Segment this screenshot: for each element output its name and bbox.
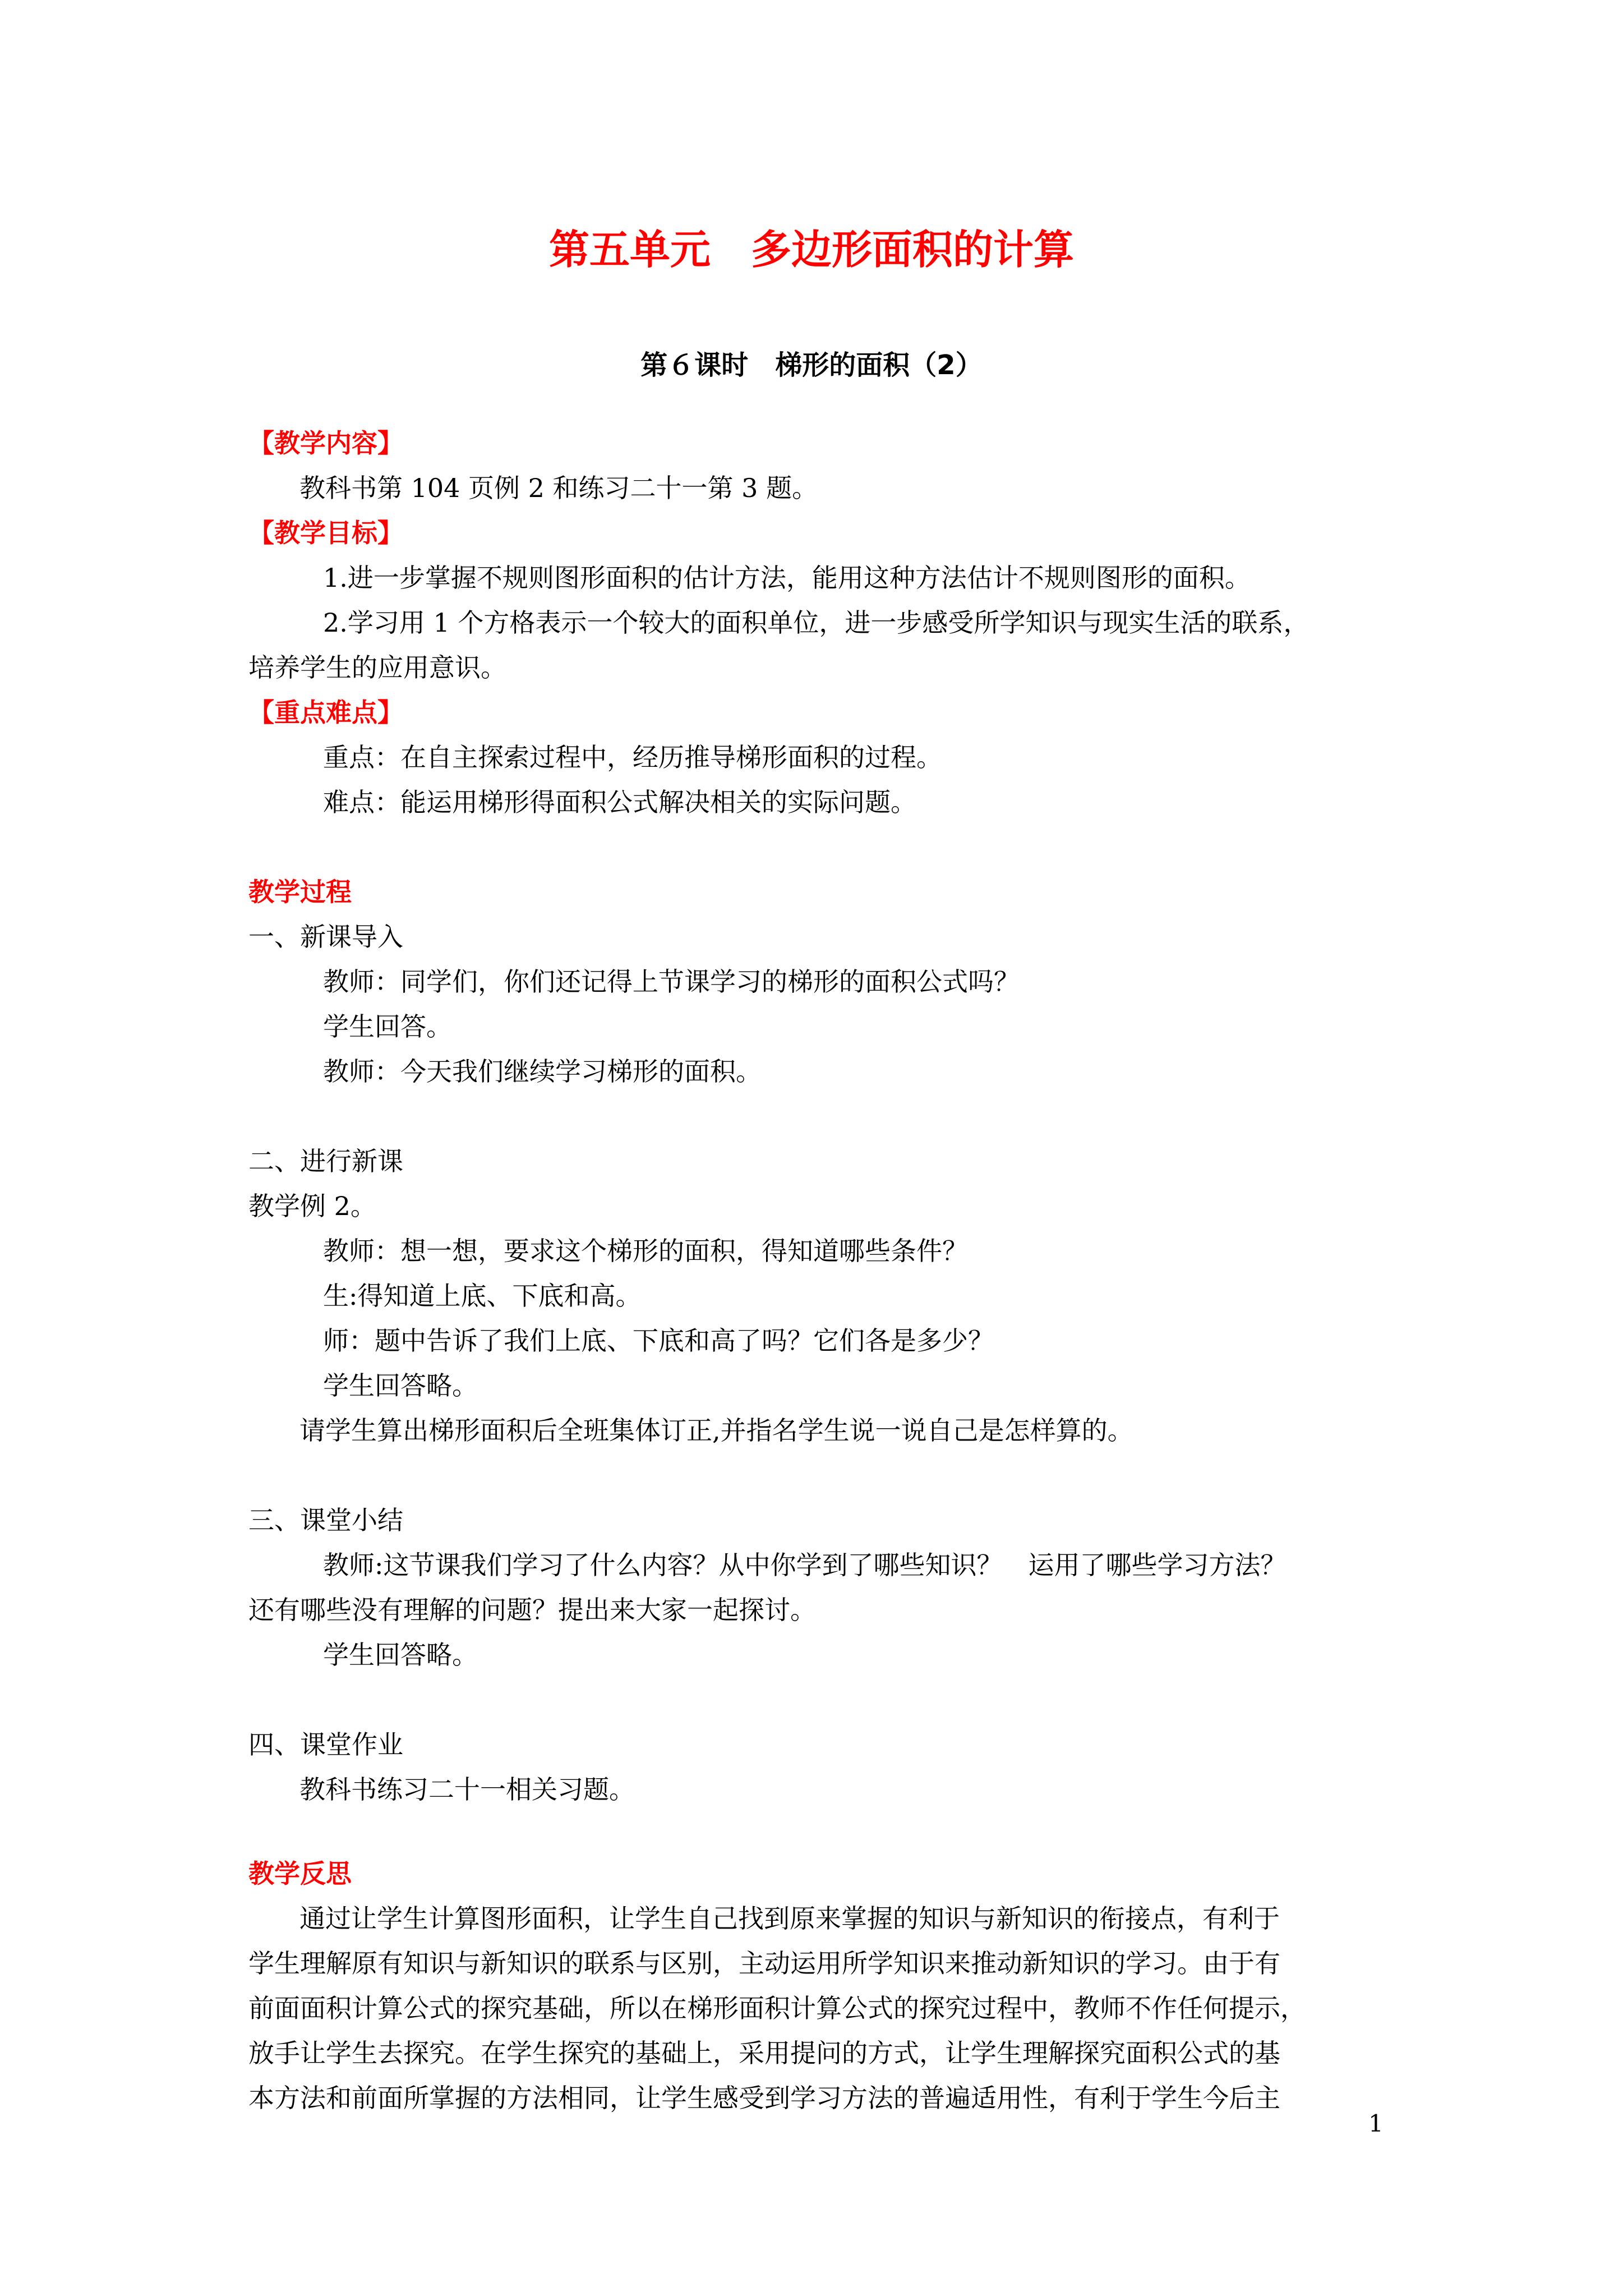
teaching-goal-2-continued: 培养学生的应用意识。 xyxy=(248,652,506,683)
part2-heading: 二、进行新课 xyxy=(248,1146,403,1176)
part3-line-continued: 还有哪些没有理解的问题？提出来大家一起探讨。 xyxy=(248,1595,816,1625)
part1-line: 学生回答。 xyxy=(323,1011,452,1042)
part4-line: 教科书练习二十一相关习题。 xyxy=(299,1774,635,1805)
teaching-goal-2: 2.学习用 1 个方格表示一个较大的面积单位，进一步感受所学知识与现实生活的联系， xyxy=(323,608,1310,638)
teaching-content-text: 教科书第 104 页例 2 和练习二十一第 3 题。 xyxy=(299,473,818,503)
difficulty-point: 难点：能运用梯形得面积公式解决相关的实际问题。 xyxy=(323,787,916,817)
reflection-line: 通过让学生计算图形面积，让学生自己找到原来掌握的知识与新知识的衔接点，有利于 xyxy=(299,1903,1280,1934)
part4-heading: 四、课堂作业 xyxy=(248,1729,403,1760)
teaching-content-heading: 【教学内容】 xyxy=(248,428,403,458)
unit-title: 第五单元 多边形面积的计算 xyxy=(548,226,1074,273)
reflection-line: 学生理解原有知识与新知识的联系与区别，主动运用所学知识来推动新知识的学习。由于有 xyxy=(248,1948,1280,1978)
reflection-heading: 教学反思 xyxy=(248,1858,352,1889)
key-points-heading: 【重点难点】 xyxy=(248,697,403,728)
teaching-goals-heading: 【教学目标】 xyxy=(248,518,403,548)
part1-line: 教师：今天我们继续学习梯形的面积。 xyxy=(323,1056,762,1087)
lesson-subtitle: 第６课时 梯形的面积（2） xyxy=(640,349,983,381)
part3-line: 学生回答略。 xyxy=(323,1640,478,1670)
part2-closing: 请学生算出梯形面积后全班集体订正,并指名学生说一说自己是怎样算的。 xyxy=(299,1415,1133,1446)
key-point: 重点：在自主探索过程中，经历推导梯形面积的过程。 xyxy=(323,742,942,772)
teaching-goal-1: 1.进一步掌握不规则图形面积的估计方法，能用这种方法估计不规则图形的面积。 xyxy=(323,563,1251,593)
part1-line: 教师：同学们，你们还记得上节课学习的梯形的面积公式吗？ xyxy=(323,967,1020,997)
part3-heading: 三、课堂小结 xyxy=(248,1505,403,1535)
part3-line: 教师:这节课我们学习了什么内容？从中你学到了哪些知识？ 运用了哪些学习方法？ xyxy=(323,1550,1287,1580)
process-heading: 教学过程 xyxy=(248,877,352,907)
part2-line: 师：题中告诉了我们上底、下底和高了吗？它们各是多少？ xyxy=(323,1326,994,1356)
part2-line: 生:得知道上底、下底和高。 xyxy=(323,1281,642,1311)
reflection-line: 前面面积计算公式的探究基础，所以在梯形面积计算公式的探究过程中，教师不作任何提示， xyxy=(248,1993,1306,2023)
part2-line: 教师：想一想，要求这个梯形的面积，得知道哪些条件？ xyxy=(323,1236,968,1266)
page-number: 1 xyxy=(1368,2110,1384,2137)
part2-line: 学生回答略。 xyxy=(323,1370,478,1401)
reflection-line: 本方法和前面所掌握的方法相同，让学生感受到学习方法的普遍适用性，有利于学生今后主 xyxy=(248,2083,1280,2113)
part1-heading: 一、新课导入 xyxy=(248,922,403,952)
part2-example: 教学例 2。 xyxy=(248,1191,376,1221)
reflection-line: 放手让学生去探究。在学生探究的基础上，采用提问的方式，让学生理解探究面积公式的基 xyxy=(248,2038,1280,2068)
